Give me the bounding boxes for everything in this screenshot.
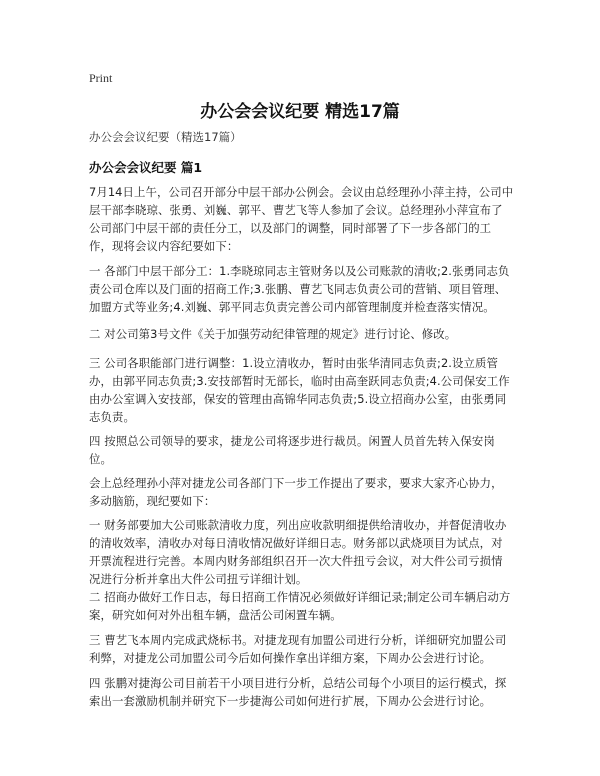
paragraph-req-3: 三 曹艺飞本周内完成武烧标书。对捷龙现有加盟公司进行分析，详细研究加盟公司利弊，对捷龙公司加盟公司今后如何操作拿出详细方案，下周办公会进行讨论。 (89, 633, 507, 665)
paragraph-req-1: 一 财务部要加大公司账款清收力度，列出应收款明细提供给清收办，并督促清收办的清收效率，清收办对每日清收情况做好详细日志。财务部以武烧项目为试点，对开票流程进行完善。本周内财务部组织召开一次大件扭亏会议，对大件公司亏损情况进行分析并拿出大件公司扭亏详细计划。 (89, 518, 507, 586)
print-link[interactable]: Print (89, 71, 113, 85)
paragraph-item-4: 四 按照总公司领导的要求，捷龙公司将逐步进行裁员。闲置人员首先转入保安岗位。 (89, 434, 495, 466)
paragraph-item-3: 三 公司各职能部门进行调整：1.设立清收办，暂时由张华清同志负责;2.设立质管办，由郭平同志负责;3.安技部暂时无部长，临时由高奎跃同志负责;4.公司保安工作由办公室调入安技部，保安的管理由高锦华同志负责;5.设立招商办公室，由张勇同志负责。 (89, 356, 510, 424)
paragraph-requirements: 会上总经理孙小萍对捷龙公司各部门下一步工作提出了要求，要求大家齐心协力，多动脑筋，现纪要如下： (89, 476, 503, 508)
paragraph-intro: 7月14日上午，公司召开部分中层干部办公例会。会议由总经理孙小萍主持，公司中层干部李晓琼、张勇、刘巍、郭平、曹艺飞等人参加了会议。总经理孙小萍宣布了公司部门中层干部的责任分工，以及部门的调整，同时部署了下一步各部门的工作，现将会议内容纪要如下： (89, 185, 514, 253)
document-title: 办公会会议纪要 精选17篇 (200, 102, 400, 122)
section-heading: 办公会会议纪要 篇1 (89, 160, 203, 175)
paragraph-item-1: 一 各部门中层干部分工：1.李晓琼同志主管财务以及公司账款的清收;2.张勇同志负责公司仓库以及门面的招商工作;3.张鹏、曹艺飞同志负责公司的营销、项目管理、加盟方式等业务;4.刘巍、郭平同志负责完善公司内部管理制度并检查落实情况。 (89, 264, 510, 314)
document-subtitle: 办公会会议纪要（精选17篇） (89, 130, 242, 144)
paragraph-req-2: 二 招商办做好工作日志，每日招商工作情况必须做好详细记录;制定公司车辆启动方案，研究如何对外出租车辆，盘活公司闲置车辆。 (89, 590, 511, 622)
paragraph-item-2: 二 对公司第3号文件《关于加强劳动纪律管理的规定》进行讨论、修改。 (89, 327, 457, 341)
paragraph-req-4: 四 张鹏对捷海公司目前若干小项目进行分析，总结公司每个小项目的运行模式，探索出一套激励机制并研究下一步捷海公司如何进行扩展，下周办公会进行讨论。 (89, 676, 507, 708)
